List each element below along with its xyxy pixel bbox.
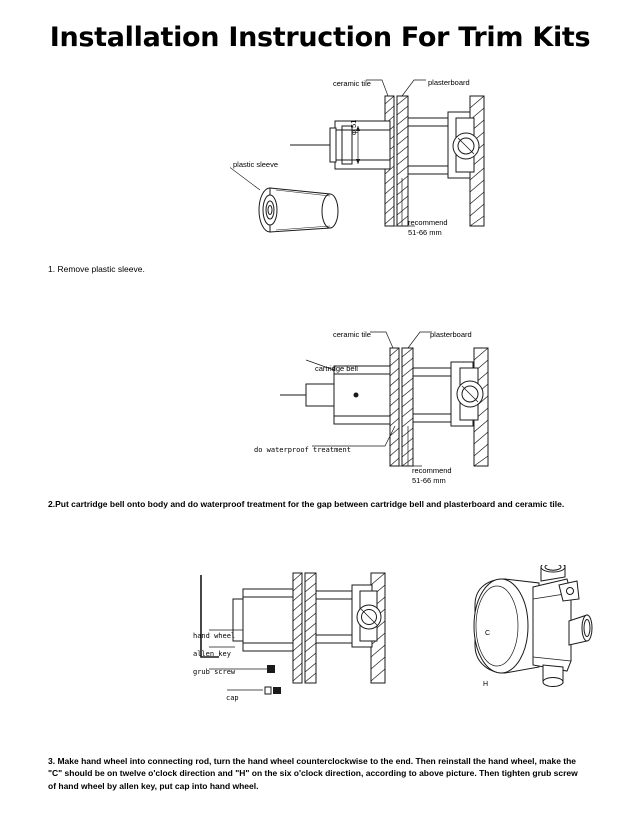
step-3-text: 3. Make hand wheel into connecting rod, turn the hand wheel counterclockwise to the end. Then reinstall the hand wheel, make the "C" should be on twelve o'clock direction and "H" on the six o'clock direction, according to above picture. Then tighten grub screw of hand wheel by allen key, put cap into hand wheel. [48,756,578,791]
figure-1-label-ceramic-tile: ceramic tile [333,79,371,88]
figure-3-label-allen-key: allen key [193,650,231,658]
figure-3-label-cap: cap [226,694,239,702]
figure-3-marker-c: C [485,630,491,637]
figure-2-label-waterproof: do waterproof treatment [254,446,351,454]
figure-3-label-hand-wheel: hand wheel [193,632,236,640]
figure-2-label-cartridge-bell: cartridge bell [315,364,358,373]
figure-2-diagram [250,330,530,480]
page-title: Installation Instruction For Trim Kits [49,22,591,53]
figure-3-label-grub-screw: grub screw [193,668,236,676]
step-1-text: 1. Remove plastic sleeve. [48,264,145,274]
figure-1-label-diameter: φ 51 [349,119,358,135]
figure-1-label-plastic-sleeve: plastic sleeve [233,160,279,169]
figure-2-label-ceramic-tile: ceramic tile [333,330,371,339]
figure-2-label-plasterboard: plasterboard [430,330,472,339]
figure-1-label-recommend: recommend [408,218,448,227]
figure-1-label-recommend-value: 51-66 mm [408,228,442,237]
figure-2-label-recommend: recommend [412,466,452,475]
figure-1-label-plasterboard: plasterboard [428,78,470,87]
step-2-text: 2.Put cartridge bell onto body and do waterproof treatment for the gap between cartridge bell and plasterboard and ceramic tile. [48,499,565,509]
figure-3-right-diagram [455,565,595,705]
figure-2-label-recommend-value: 51-66 mm [412,476,446,485]
figure-3-marker-h: H [483,681,489,688]
